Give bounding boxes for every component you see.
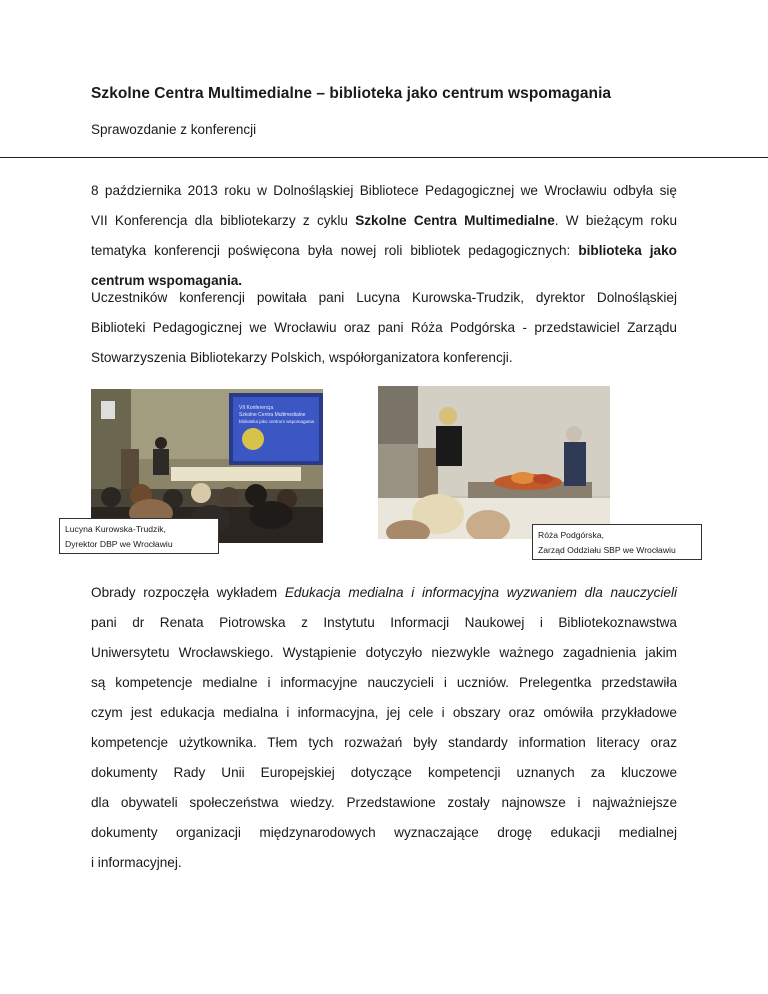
paragraph-3 xyxy=(91,578,677,878)
paragraph-3-line: są kompetencje medialne i informacyjne nauczycieli i uczniów. Prelegentka przedstawiła xyxy=(91,675,677,690)
paragraph-3-line: i informacyjnej. xyxy=(91,855,182,870)
paragraph-3-line: kompetencje użytkownika. Tłem tych rozważań były standardy information literacy oraz xyxy=(91,735,677,750)
caption-role: Zarząd Oddziału SBP we Wrocławiu xyxy=(538,545,676,555)
paragraph-2-line: Stowarzyszenia Bibliotekarzy Polskich, współorganizatora konferencji. xyxy=(91,350,513,365)
speaker-figure xyxy=(155,437,167,449)
paragraph-3-line: dokumenty Rady Unii Europejskiej dotyczące kompetencji uznanych za kluczowe xyxy=(91,765,677,780)
paragraph-2-line: Biblioteki Pedagogicznej we Wrocławiu oraz pani Róża Podgórska - przedstawiciel Zarządu xyxy=(91,320,677,335)
text-run: VII Konferencja dla bibliotekarzy z cyklu xyxy=(91,213,356,228)
paragraph-1-line: 8 października 2013 roku w Dolnośląskiej Bibliotece Pedagogicznej we Wrocławiu odbyła się xyxy=(91,183,677,198)
slide-text: biblioteka jako centrum wspomagania xyxy=(239,419,315,424)
paragraph-1 xyxy=(91,176,677,296)
emblem-icon xyxy=(101,401,115,419)
paragraph-1-line xyxy=(91,206,677,236)
paragraph-3-line: dla obywateli społeczeństwa wiedzy. Przedstawione zostały najnowsze i najważniejsze xyxy=(91,795,677,810)
table-cloth xyxy=(171,467,301,481)
paragraph-3-line: dokumenty organizacji międzynarodowych wyznaczające drogę edukacji medialnej xyxy=(91,825,677,840)
text-run: . W bieżącym roku xyxy=(554,213,678,228)
bold-series-name: Szkolne Centra Multimedialne xyxy=(355,213,555,228)
document-subtitle: Sprawozdanie z konferencji xyxy=(91,122,257,137)
slide-logo-icon xyxy=(242,428,264,450)
bold-topic: biblioteka jako xyxy=(578,243,677,258)
speaker-figure xyxy=(439,407,457,425)
slide-text: Szkolne Centra Multimedialne xyxy=(239,412,306,418)
paragraph-3-line xyxy=(91,578,677,608)
slide-text: VII Konferencja xyxy=(239,405,274,411)
photo-2-caption xyxy=(532,524,702,560)
caption-name: Róża Podgórska, xyxy=(538,530,604,540)
caption-name: Lucyna Kurowska-Trudzik, xyxy=(65,524,166,534)
paragraph-3-line: pani dr Renata Piotrowska z Instytutu Informacji Naukowej i Bibliotekoznawstwa xyxy=(91,615,677,630)
second-speaker-figure xyxy=(566,426,582,442)
text-run: tematyka konferencji poświęcona była nowej roli bibliotek pedagogicznych: xyxy=(91,243,579,258)
paragraph-1-line xyxy=(91,236,677,266)
photo-1-caption xyxy=(59,518,219,554)
paragraph-2-line: Uczestników konferencji powitała pani Lucyna Kurowska-Trudzik, dyrektor Dolnośląskiej xyxy=(91,290,677,305)
lectern xyxy=(418,448,438,500)
text-run: Obrady rozpoczęła wykładem xyxy=(91,585,285,600)
paragraph-2 xyxy=(91,283,677,373)
paragraph-3-line: Uniwersytetu Wrocławskiego. Wystąpienie dotyczyło niezwykle ważnego zagadnienia jakim xyxy=(91,645,677,660)
speakers-illustration xyxy=(378,386,610,539)
caption-role: Dyrektor DBP we Wrocławiu xyxy=(65,539,173,549)
horizontal-rule xyxy=(0,157,768,158)
bold-topic-end: centrum wspomagania. xyxy=(91,273,243,288)
speakers-photo xyxy=(378,386,610,539)
document-title: Szkolne Centra Multimedialne – biblioteka jako centrum wspomagania xyxy=(91,85,612,102)
paragraph-3-line: czym jest edukacja medialna i informacyjna, jej cele i obszary oraz omówiła przykładowe xyxy=(91,705,677,720)
lecture-title: Edukacja medialna i informacyjna wyzwaniem dla nauczycieli xyxy=(284,585,677,600)
